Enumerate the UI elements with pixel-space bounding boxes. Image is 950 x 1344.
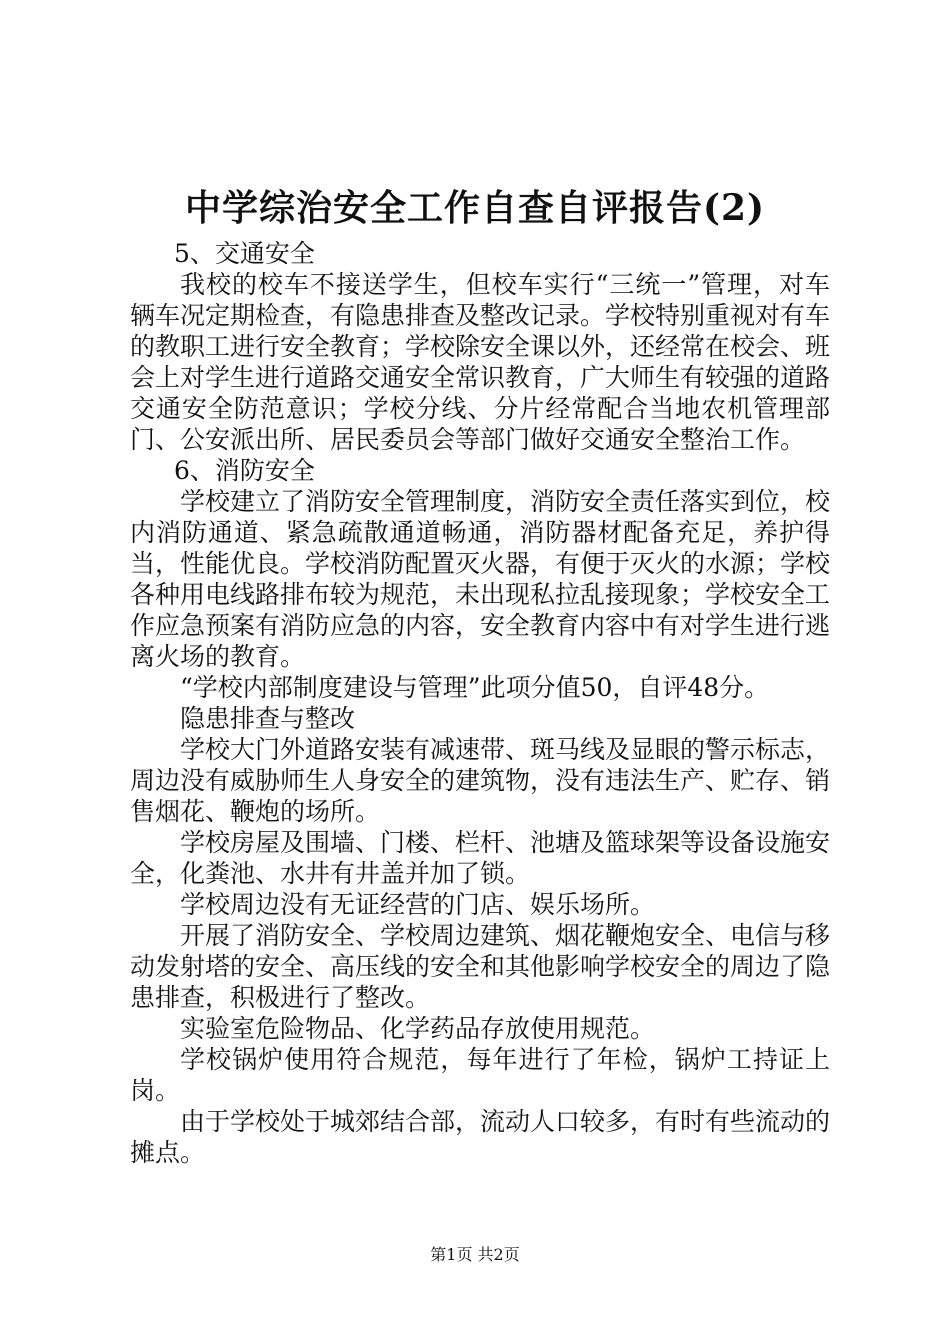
paragraph-hazard-inspection: 开展了消防安全、学校周边建筑、烟花鞭炮安全、电信与移动发射塔的安全、高压线的安全和其他影响学校安全的周边了隐患排查，积极进行了整改。	[130, 921, 831, 1012]
page-footer: 第1页 共2页	[430, 1245, 520, 1264]
paragraph-hazard-shops: 学校周边没有无证经营的门店、娱乐场所。	[180, 890, 656, 919]
document-title: 中学综治安全工作自查自评报告(2)	[184, 187, 766, 229]
paragraph-hazard-lab: 实验室危险物品、化学药品存放使用规范。	[180, 1014, 656, 1043]
section-heading-hazard: 隐患排查与整改	[180, 704, 356, 733]
section-heading-fire: 6、消防安全	[174, 456, 315, 485]
paragraph-score: “学校内部制度建设与管理”此项分值50，自评48分。	[180, 673, 770, 702]
paragraph-hazard-boiler: 学校锅炉使用符合规范，每年进行了年检，锅炉工持证上岗。	[130, 1045, 830, 1105]
section-heading-traffic: 5、交通安全	[174, 239, 315, 268]
document-body	[130, 238, 830, 1168]
paragraph-hazard-vendors: 由于学校处于城郊结合部，流动人口较多，有时有些流动的摊点。	[130, 1107, 831, 1167]
paragraph-hazard-road: 学校大门外道路安装有减速带、斑马线及显眼的警示标志，周边没有威胁师生人身安全的建筑物，没有违法生产、贮存、销售烟花、鞭炮的场所。	[130, 735, 831, 826]
paragraph-fire: 学校建立了消防安全管理制度，消防安全责任落实到位，校内消防通道、紧急疏散通道畅通，消防器材配备充足，养护得当，性能优良。学校消防配置灭火器，有便于灭火的水源；学校各种用电线路排布较为规范，未出现私拉乱接现象；学校安全工作应急预案有消防应急的内容，安全教育内容中有对学生进行逃离火场的教育。	[130, 487, 831, 671]
paragraph-traffic: 我校的校车不接送学生，但校车实行“三统一”管理，对车辆车况定期检查，有隐患排查及整改记录。学校特别重视对有车的教职工进行安全教育；学校除安全课以外，还经常在校会、班会上对学生进行道路交通安全常识教育，广大师生有较强的道路交通安全防范意识；学校分线、分片经常配合当地农机管理部门、公安派出所、居民委员会等部门做好交通安全整治工作。	[130, 270, 831, 454]
paragraph-hazard-buildings: 学校房屋及围墙、门楼、栏杆、池塘及篮球架等设备设施安全，化粪池、水井有井盖并加了锁。	[130, 828, 831, 888]
